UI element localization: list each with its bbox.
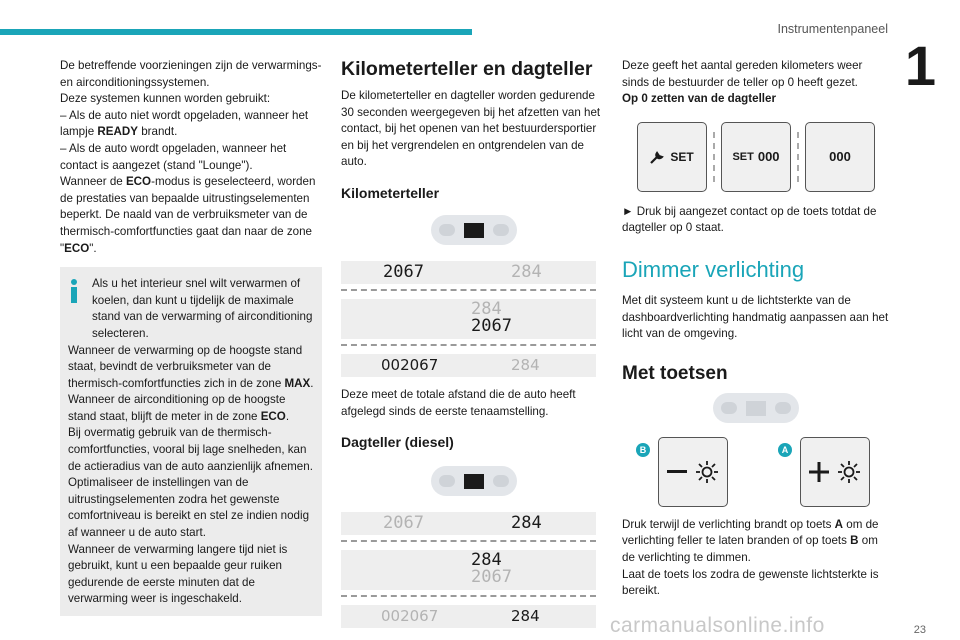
trip-row-1: 2067 284 — [341, 512, 596, 535]
wrench-icon — [650, 150, 666, 164]
set-box-1: SET — [637, 122, 707, 192]
brightness-icon — [695, 460, 719, 484]
paragraph-intro: De betreffende voorzieningen zijn de verwarmings- en airconditioningssystemen. Deze systemen kunnen worden gebruikt: – Als de auto niet wordt opgeladen, wanneer het lampje READY brandt. – Als de auto wordt opgeladen, wanneer het contact is aangezet (stand "Lounge"). Wanneer de ECO-modus is geselecteerd, worden de prestaties van bepaalde uitrustingselementen beperkt. De naald van de verbruiksmeter van de thermisch-comfortfuncties gaat dan naar de zone "ECO". — [60, 59, 322, 255]
column-left — [60, 58, 322, 616]
reset-sequence — [622, 122, 890, 192]
column-right — [622, 58, 890, 600]
page-number: 23 — [913, 624, 926, 636]
plus-icon — [809, 462, 829, 482]
info-note: Als u het interieur snel wilt verwarmen of koelen, dan kunt u tijdelijk de maximale stand van de verwarming of airconditioning selecteren. Wanneer de verwarming op de hoogste stand staat, bevindt de verbruiksmeter van de thermisch-comfortfuncties zich in de zone MAX. Wanneer de airconditioning op de hoogste stand staat, blijft de meter in de zone ECO. Bij overmatig gebruik van de thermisch-comfortfuncties, vooral bij lage snelheden, kan de actieradius van de auto aanzienlijk afnemen. Optimaliseer de instellingen van de uitrustingselementen zodra het gewenste comfortniveau is bereikt en stel ze indien nodig af wanneer u de auto start. Wanneer de verwarming langere tijd niet is gebruikt, kunt u een bepaalde geur ruiken gedurende de eerste minuten dat de verwarming weer is ingeschakeld. — [60, 267, 322, 616]
odo-row-2: 284 2067 — [341, 299, 596, 339]
badge-b: B — [636, 443, 650, 457]
paragraph-button-instructions: Druk terwijl de verlichting brandt op toets A om de verlichting feller te laten branden of op toets B om de verlichting te dimmen. Laat de toets los zodra de gewenste lichtsterkte is bereikt. — [622, 517, 879, 598]
stalk-button-icon-trip — [431, 466, 517, 496]
odometer-display — [341, 261, 596, 377]
paragraph-odometer-intro: De kilometerteller en dagteller worden gedurende 30 seconden weergegeven bij het afzetten van het contact, bij het openen van het bestuurdersportier en bij het vergrendelen en ontgrendelen van de auto. — [341, 89, 601, 169]
column-middle — [341, 58, 606, 628]
chapter-title: Instrumentenpaneel — [777, 22, 888, 36]
paragraph-trip-intro: Deze geeft het aantal gereden kilometers weer sinds de bestuurder de teller op 0 heeft gezet. — [622, 59, 863, 89]
heading-reset: Op 0 zetten van de dagteller — [622, 92, 776, 106]
set-box-2: SET 000 — [721, 122, 791, 192]
odometer-caption: Deze meet de totale afstand die de auto heeft afgelegd sinds de eerste tenaamstelling. — [341, 387, 576, 418]
chapter-number: 1 — [904, 34, 936, 97]
brightness-icon — [837, 460, 861, 484]
watermark: carmanualsonline.info — [610, 614, 825, 637]
dim-up-button — [800, 437, 870, 507]
paragraph-dimmer: Met dit systeem kunt u de lichtsterkte van de dashboardverlichting handmatig aanpassen aan het licht van de omgeving. — [622, 293, 889, 341]
subheading-trip: Dagteller (diesel) — [341, 434, 454, 451]
dim-down-button — [658, 437, 728, 507]
stalk-button-icon — [431, 215, 517, 245]
trip-row-3: 002067 284 — [341, 605, 596, 628]
subheading-odometer: Kilometerteller — [341, 184, 440, 201]
section-title-odometer: Kilometerteller en dagteller — [341, 58, 593, 80]
dimmer-button-b — [630, 437, 740, 507]
section-title-dimmer: Dimmer verlichting — [622, 256, 805, 282]
reset-step: ► Druk bij aangezet contact op de toets totdat de dagteller op 0 staat. — [622, 204, 877, 235]
dimmer-buttons — [630, 437, 882, 507]
trip-display — [341, 512, 596, 628]
odo-row-3: 002067 284 — [341, 354, 596, 377]
dimmer-button-a — [772, 437, 882, 507]
odo-row-1: 2067 284 — [341, 261, 596, 284]
trip-row-2: 284 2067 — [341, 550, 596, 590]
section-title-buttons: Met toetsen — [622, 362, 728, 384]
stalk-button-icon-dimmer — [713, 393, 799, 423]
info-icon — [67, 279, 81, 303]
badge-a: A — [778, 443, 792, 457]
set-box-3: 000 — [805, 122, 875, 192]
minus-icon — [667, 470, 687, 474]
header-accent-bar — [0, 29, 472, 35]
